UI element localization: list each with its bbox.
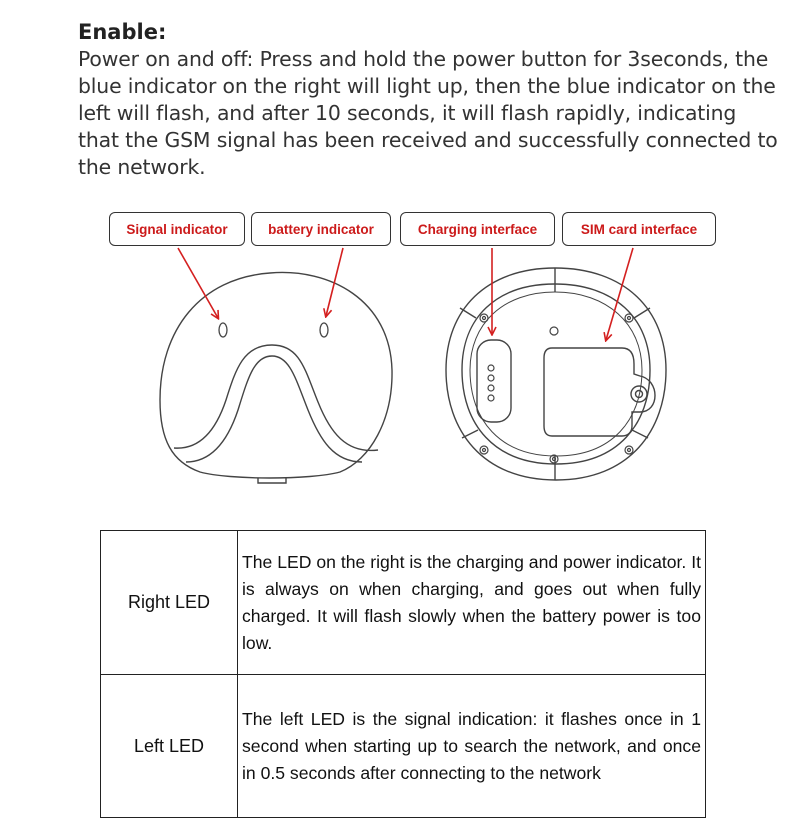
sim-card-interface-label: SIM card interface [562, 212, 716, 246]
instructions-section [78, 18, 778, 181]
enable-heading: Enable: [78, 20, 167, 44]
battery-led-icon [320, 323, 328, 337]
charging-pins-icon [488, 365, 494, 401]
charging-interface-label: Charging interface [400, 212, 555, 246]
device-diagram [0, 200, 800, 500]
led-table [100, 530, 706, 818]
pointer-arrows [178, 248, 633, 340]
battery-indicator-label: battery indicator [251, 212, 391, 246]
led-name-cell: Left LED [101, 675, 238, 818]
led-description-cell: The left LED is the signal indication: it flashes once in 1 second when starting up to search the network, and once in 0.5 seconds after connecting to the network [238, 675, 706, 818]
signal-indicator-label: Signal indicator [109, 212, 245, 246]
power-instructions-text: Power on and off: Press and hold the power button for 3seconds, the blue indicator on the right will light up, then the blue indicator on the left will flash, and after 10 seconds, it will flash rapidly, indicating that the GSM signal has been received and successfully connected to the network. [78, 47, 778, 179]
signal-led-icon [219, 323, 227, 337]
table-row [101, 675, 706, 818]
led-description-cell: The LED on the right is the charging and power indicator. It is always on when charging, and goes out when fully charged. It will flash slowly when the battery power is too low. [238, 531, 706, 675]
device-front-view [160, 272, 392, 483]
table-row [101, 531, 706, 675]
led-name-cell: Right LED [101, 531, 238, 675]
